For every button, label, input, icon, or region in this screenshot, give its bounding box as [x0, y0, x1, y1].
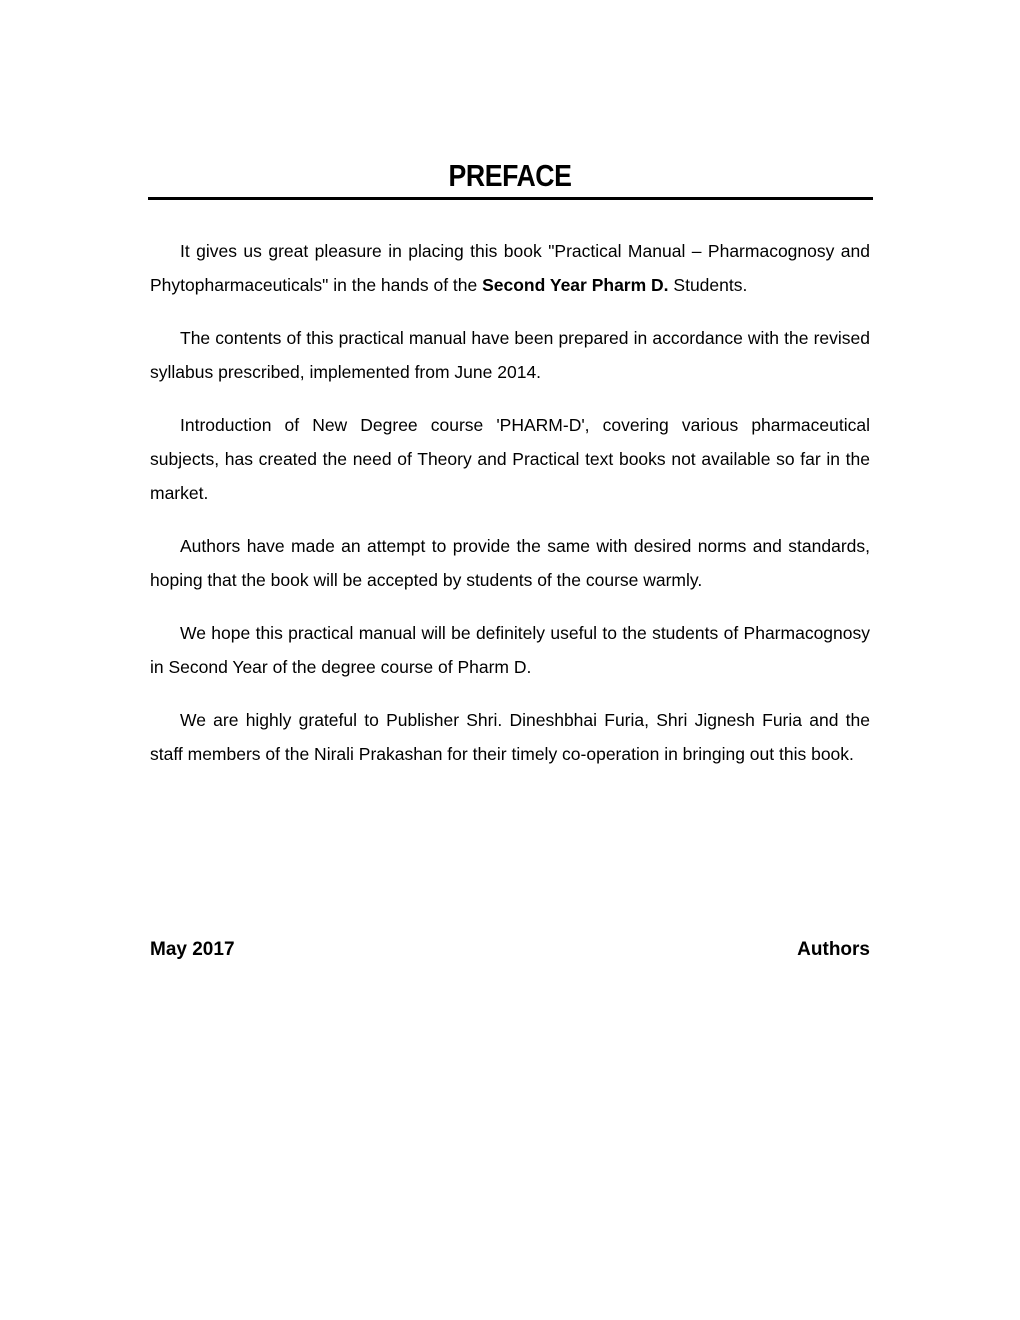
- paragraph-1: [150, 234, 870, 302]
- preface-footer: [150, 936, 870, 966]
- paragraph-1-end: Students.: [668, 275, 748, 295]
- paragraph-6: We are highly grateful to Publisher Shri. Dineshbhai Furia, Shri Jignesh Furia and the staff members of the Nirali Prakashan for their timely co-operation in bringing out this book.: [150, 710, 870, 764]
- paragraph-5: We hope this practical manual will be definitely useful to the students of Pharmacognosy in Second Year of the degree course of Pharm D.: [150, 623, 870, 677]
- paragraph-2: The contents of this practical manual have been prepared in accordance with the revised syllabus prescribed, implemented from June 2014.: [150, 328, 870, 382]
- footer-signature: Authors: [797, 939, 870, 960]
- page-title: PREFACE: [448, 158, 572, 193]
- paragraph-4: Authors have made an attempt to provide the same with desired norms and standards, hoping that the book will be accepted by students of the course warmly.: [150, 536, 870, 590]
- footer-date: May 2017: [150, 939, 235, 960]
- paragraph-1-text: It gives us great pleasure in placing this book "Practical Manual – Pharmacognosy and Phytopharmaceuticals" in the hands of the: [150, 241, 870, 295]
- title-underline: [148, 197, 873, 200]
- paragraph-1-bold: Second Year Pharm D.: [482, 275, 669, 295]
- preface-body: [150, 234, 870, 790]
- paragraph-3: Introduction of New Degree course 'PHARM-D', covering various pharmaceutical subjects, has created the need of Theory and Practical text books not available so far in the market.: [150, 415, 870, 503]
